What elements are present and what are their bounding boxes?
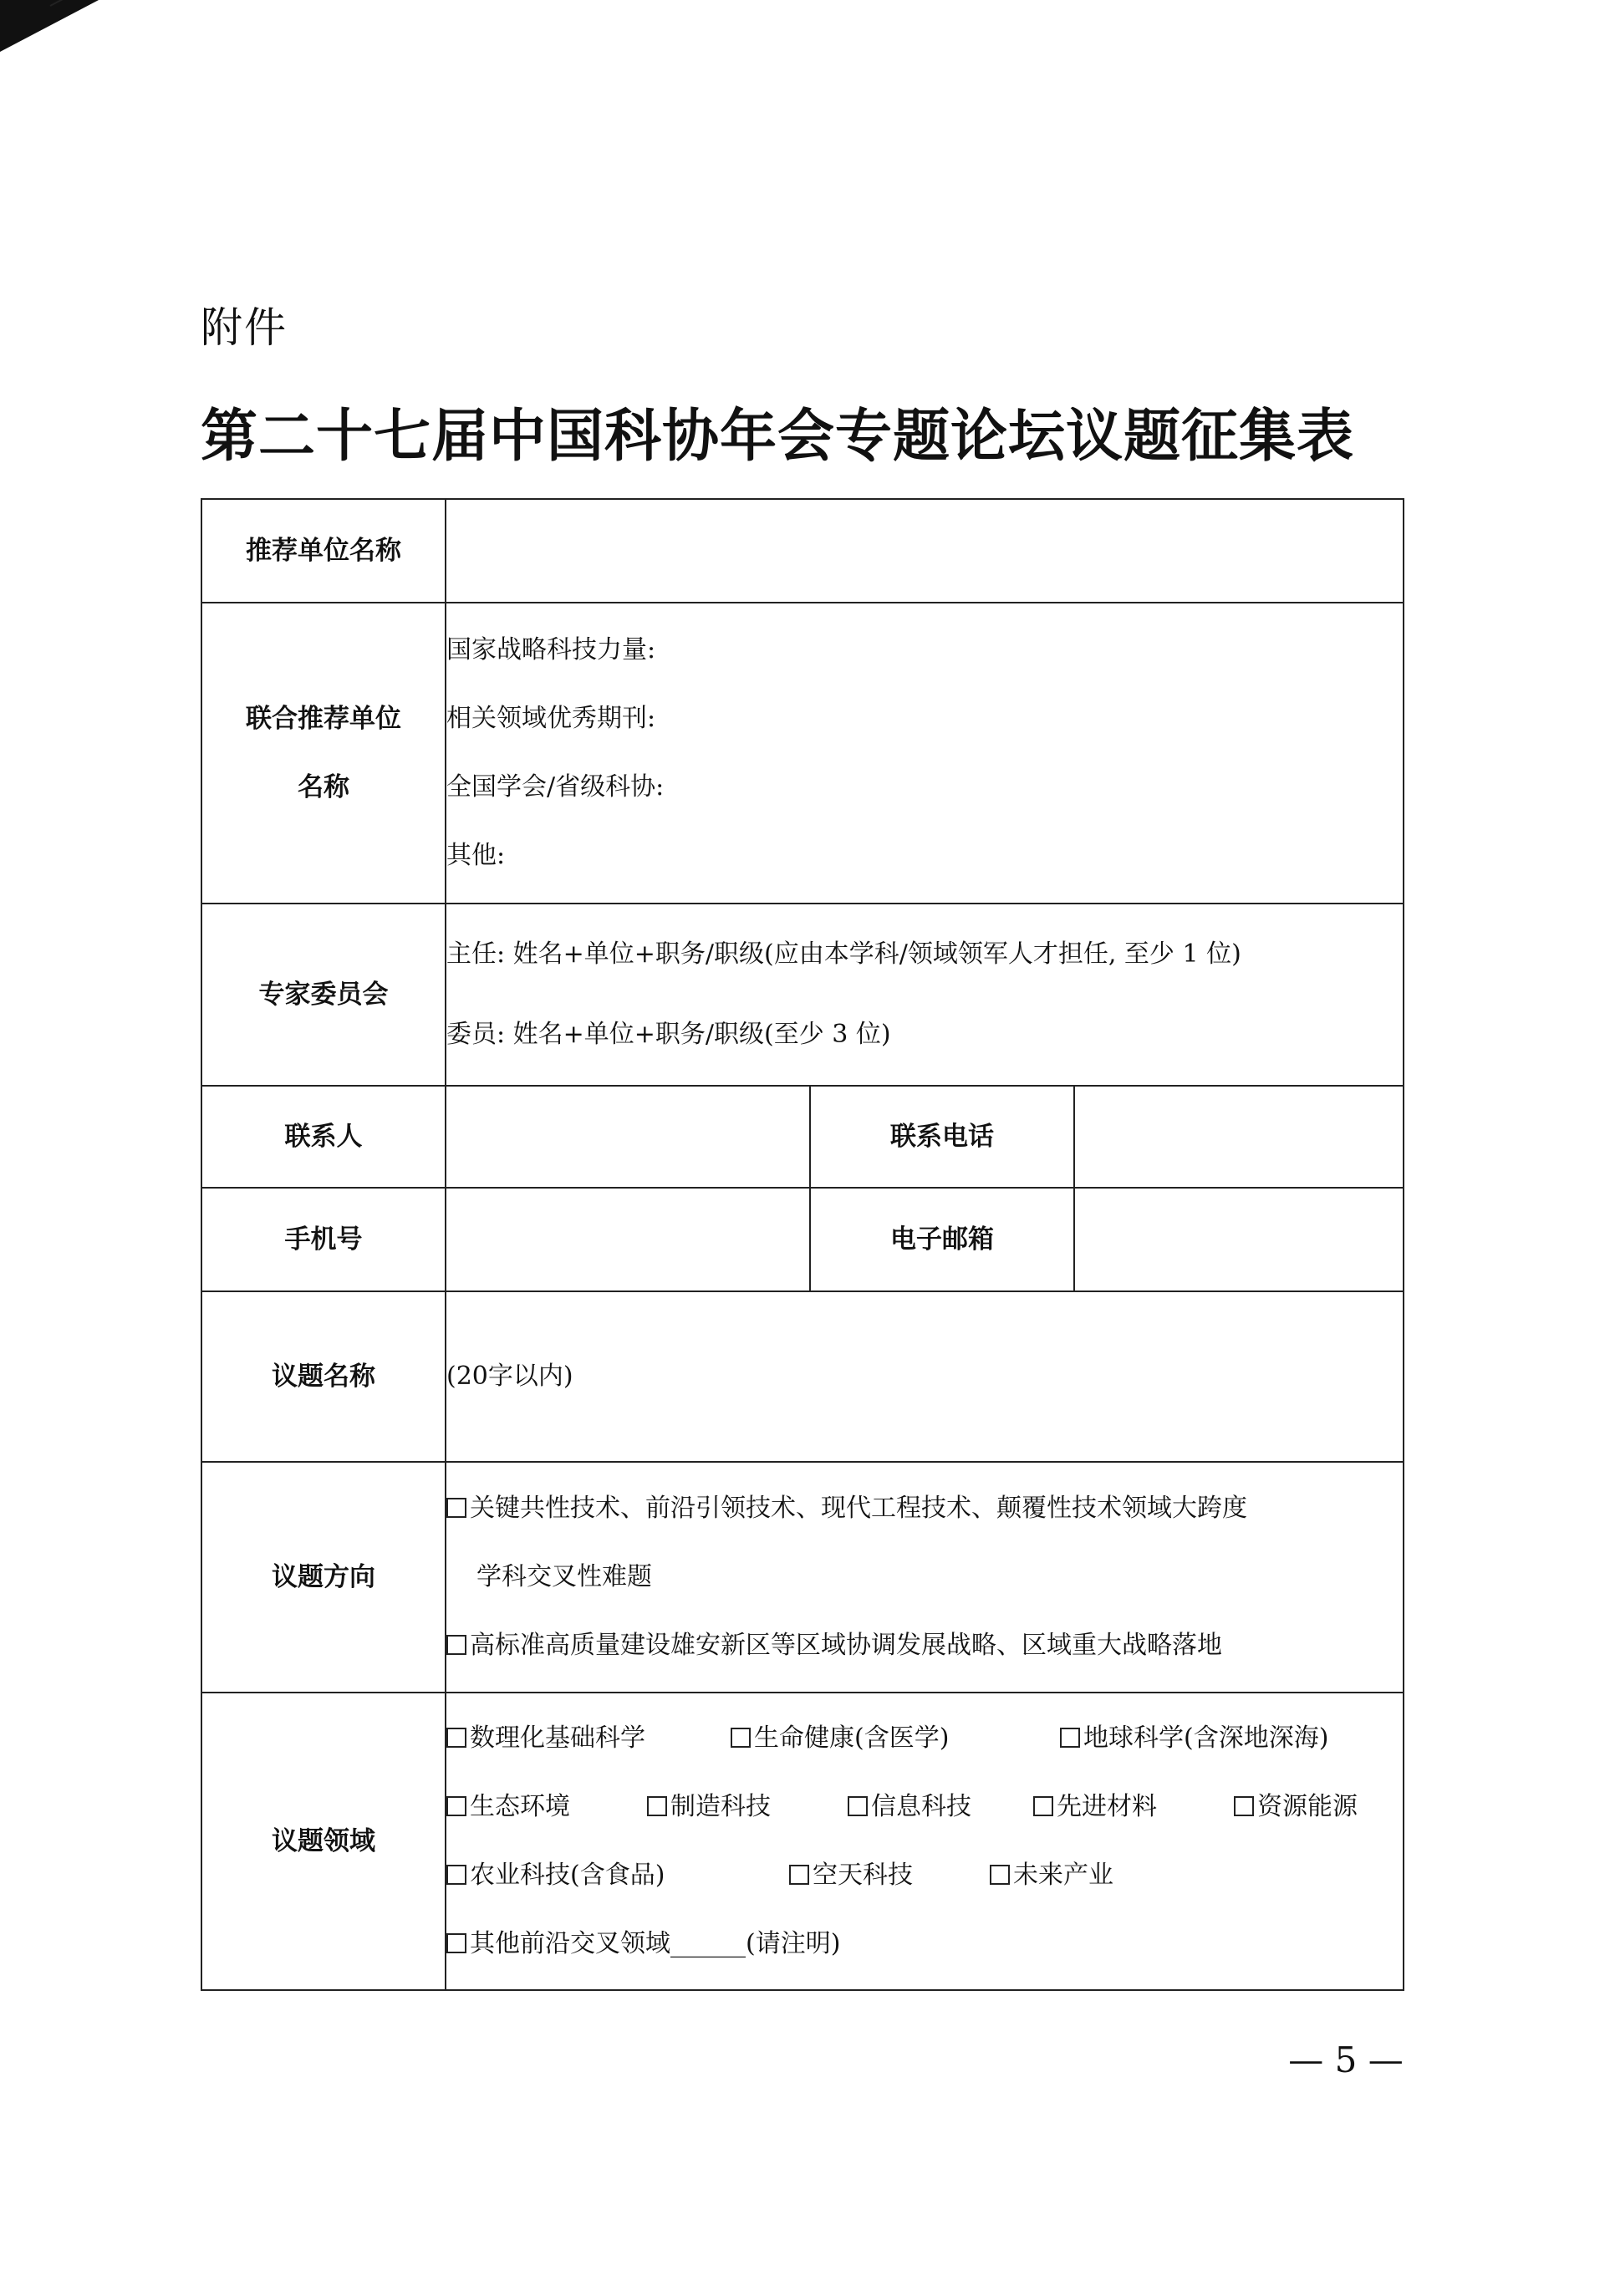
row-topic-name <box>201 1291 1404 1462</box>
field-option-label: 空天科技 <box>813 1861 913 1890</box>
checkbox-icon[interactable] <box>446 1635 466 1655</box>
expert-committee-member-line: 委员: 姓名+单位+职务/职级(至少 3 位) <box>446 1020 891 1049</box>
joint-units-line-other: 其他: <box>446 841 506 870</box>
expert-committee-label: 专家委员会 <box>201 904 446 1086</box>
field-option-label: 生态环境 <box>470 1792 570 1821</box>
joint-units-label-line1: 联合推荐单位 <box>246 704 401 734</box>
field-option-materials[interactable] <box>1033 1773 1234 1841</box>
recommending-unit-label: 推荐单位名称 <box>201 499 446 603</box>
checkbox-icon[interactable] <box>990 1865 1010 1885</box>
joint-units-label-line2: 名称 <box>298 772 349 802</box>
joint-units-label <box>201 603 446 904</box>
checkbox-icon[interactable] <box>446 1865 466 1885</box>
field-option-life-health[interactable] <box>731 1704 1060 1773</box>
field-option-label: 先进材料 <box>1057 1792 1157 1821</box>
row-mobile-email <box>201 1188 1404 1291</box>
submission-form-table <box>201 498 1404 1991</box>
mobile-field[interactable] <box>446 1188 810 1291</box>
field-option-label: 资源能源 <box>1257 1792 1358 1821</box>
expert-committee-chair-line: 主任: 姓名+单位+职务/职级(应由本学科/领域领军人才担任, 至少 1 位) <box>446 939 1241 969</box>
joint-units-line-societies: 全国学会/省级科协: <box>446 772 665 802</box>
row-contact <box>201 1086 1404 1188</box>
checkbox-icon[interactable] <box>731 1728 751 1748</box>
checkbox-icon[interactable] <box>1234 1796 1254 1816</box>
joint-units-line-journals: 相关领域优秀期刊: <box>446 704 656 733</box>
field-option-future-industry[interactable] <box>990 1841 1113 1910</box>
field-option-label: 数理化基础科学 <box>470 1723 645 1753</box>
contact-phone-field[interactable] <box>1074 1086 1404 1188</box>
form-title: 第二十七届中国科协年会专题论坛议题征集表 <box>201 404 1355 470</box>
email-label: 电子邮箱 <box>810 1188 1074 1291</box>
topic-field-label: 议题领域 <box>201 1693 446 1990</box>
field-option-other-frontier[interactable] <box>446 1910 840 1978</box>
field-option-agriculture[interactable] <box>446 1841 789 1910</box>
topic-field-options <box>446 1693 1404 1990</box>
row-topic-field <box>201 1693 1404 1990</box>
checkbox-icon[interactable] <box>848 1796 868 1816</box>
topic-name-hint: (20字以内) <box>446 1362 573 1391</box>
field-option-label: 农业科技(含食品) <box>470 1861 665 1890</box>
direction-option-regional-strategy[interactable] <box>446 1611 1403 1680</box>
field-row-4 <box>446 1910 1403 1978</box>
recommending-unit-field[interactable] <box>446 499 1404 603</box>
checkbox-icon[interactable] <box>446 1728 466 1748</box>
row-joint-units <box>201 603 1404 904</box>
expert-committee-field[interactable] <box>446 904 1404 1086</box>
topic-name-label: 议题名称 <box>201 1291 446 1462</box>
scan-corner-mark <box>0 0 99 52</box>
field-option-label: 未来产业 <box>1013 1861 1113 1890</box>
field-option-label: 其他前沿交叉领域______(请注明) <box>470 1929 841 1958</box>
field-option-label: 地球科学(含深地深海) <box>1083 1723 1329 1753</box>
field-option-ecology[interactable] <box>446 1773 647 1841</box>
mobile-label: 手机号 <box>201 1188 446 1291</box>
checkbox-icon[interactable] <box>446 1498 466 1518</box>
direction-option-label: 关键共性技术、前沿引领技术、现代工程技术、颠覆性技术领域大跨度 <box>470 1494 1247 1523</box>
email-field[interactable] <box>1074 1188 1404 1291</box>
joint-units-line-national-strategic: 国家战略科技力量: <box>446 635 656 664</box>
contact-person-label: 联系人 <box>201 1086 446 1188</box>
field-option-aerospace[interactable] <box>789 1841 990 1910</box>
attachment-label: 附件 <box>201 303 288 352</box>
contact-person-field[interactable] <box>446 1086 810 1188</box>
checkbox-icon[interactable] <box>1033 1796 1053 1816</box>
field-option-label: 生命健康(含医学) <box>754 1723 950 1753</box>
page-number: — 5 — <box>1288 2039 1404 2080</box>
field-option-information[interactable] <box>848 1773 1033 1841</box>
field-option-label: 信息科技 <box>871 1792 971 1821</box>
direction-option-continuation: 学科交叉性难题 <box>476 1562 652 1591</box>
row-recommending-unit <box>201 499 1404 603</box>
checkbox-icon[interactable] <box>446 1796 466 1816</box>
topic-direction-field <box>446 1462 1404 1693</box>
checkbox-icon[interactable] <box>446 1933 466 1953</box>
field-row-3 <box>446 1841 1403 1910</box>
joint-units-field[interactable] <box>446 603 1404 904</box>
field-row-2 <box>446 1773 1403 1841</box>
field-option-label: 制造科技 <box>670 1792 771 1821</box>
topic-direction-label: 议题方向 <box>201 1462 446 1693</box>
contact-phone-label: 联系电话 <box>810 1086 1074 1188</box>
row-topic-direction <box>201 1462 1404 1693</box>
checkbox-icon[interactable] <box>647 1796 667 1816</box>
field-row-1 <box>446 1704 1403 1773</box>
field-option-manufacturing[interactable] <box>647 1773 848 1841</box>
checkbox-icon[interactable] <box>1060 1728 1080 1748</box>
topic-name-field[interactable] <box>446 1291 1404 1462</box>
direction-option-label: 高标准高质量建设雄安新区等区域协调发展战略、区域重大战略落地 <box>470 1631 1222 1660</box>
row-expert-committee <box>201 904 1404 1086</box>
field-option-basic-science[interactable] <box>446 1704 731 1773</box>
field-option-energy[interactable] <box>1234 1773 1358 1841</box>
direction-option-cross-discipline[interactable] <box>446 1474 1403 1543</box>
field-option-earth-science[interactable] <box>1060 1704 1328 1773</box>
checkbox-icon[interactable] <box>789 1865 809 1885</box>
